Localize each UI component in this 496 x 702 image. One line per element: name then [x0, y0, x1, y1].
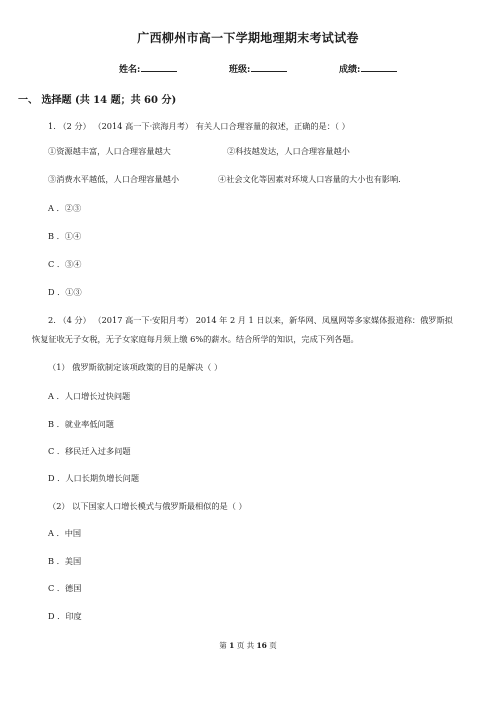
question-1-stem: 1. （2 分） （2014 高一下·滨海月考） 有关人口合理容量的叙述，正确的是：（ ）	[48, 121, 350, 131]
question-2-stem-line-2: 恢复征收无子女税，无子女家庭每月须上缴 6%的薪水。结合所学的知识，完成下列各题。	[32, 334, 359, 344]
class-field	[229, 62, 287, 75]
name-label: 姓名:	[119, 65, 141, 75]
footer-suffix: 页	[269, 641, 277, 650]
name-blank	[141, 62, 177, 72]
q1-option-c[interactable]: C ．③④	[48, 259, 82, 269]
q2-sub2-option-d[interactable]: D ．印度	[48, 611, 82, 621]
q1-option-d[interactable]: D ．①③	[48, 287, 82, 297]
page-title: 广西柳州市高一下学期地理期末考试试卷	[137, 31, 359, 45]
footer-middle: 页 共	[236, 641, 255, 650]
score-label: 成绩:	[339, 65, 361, 75]
q2-sub2-option-a[interactable]: A ．中国	[48, 528, 82, 538]
q2-sub2-option-b[interactable]: B ．美国	[48, 556, 82, 566]
score-blank	[361, 62, 397, 72]
footer-total-pages: 16	[256, 641, 267, 650]
q1-option-b[interactable]: B ．①④	[48, 231, 82, 241]
q1-statement-1: ①资源越丰富，人口合理容量越大	[48, 146, 171, 156]
q2-sub1-option-b[interactable]: B ．就业率低问题	[48, 419, 114, 429]
footer-prefix: 第	[219, 641, 227, 650]
q1-statement-3: ③消费水平越低，人口合理容量越小	[48, 174, 180, 184]
q2-sub1-option-a[interactable]: A ．人口增长过快问题	[48, 391, 131, 401]
score-field	[339, 62, 397, 75]
q2-sub2-option-c[interactable]: C ．德国	[48, 583, 82, 593]
page-footer	[0, 640, 496, 651]
q1-statement-2: ②科技越发达，人口合理容量越小	[227, 146, 350, 156]
q2-sub1-option-d[interactable]: D ．人口长期负增长问题	[48, 473, 140, 483]
name-field	[119, 62, 177, 75]
q2-sub1-option-c[interactable]: C ．移民迁入过多问题	[48, 446, 131, 456]
q1-statement-4: ④社会文化等因素对环境人口容量的大小也有影响.	[218, 174, 401, 184]
class-label: 班级:	[229, 65, 251, 75]
q1-option-a[interactable]: A ．②③	[48, 203, 82, 213]
q2-sub2-stem: （2） 以下国家人口增长模式与俄罗斯最相似的是（ ）	[48, 501, 247, 511]
question-2-stem-line-1: 2. （4 分） （2017 高一下·安阳月考） 2014 年 2 月 1 日以来，新华网、凤凰网等多家媒体报道称：俄罗斯拟	[48, 315, 453, 325]
class-blank	[251, 62, 287, 72]
footer-page-number: 1	[229, 641, 235, 650]
q2-sub1-stem: （1） 俄罗斯欲制定该项政策的目的是解决（ ）	[48, 362, 223, 372]
section-heading: 一、 选择题 (共 14 题；共 60 分)	[18, 95, 177, 106]
